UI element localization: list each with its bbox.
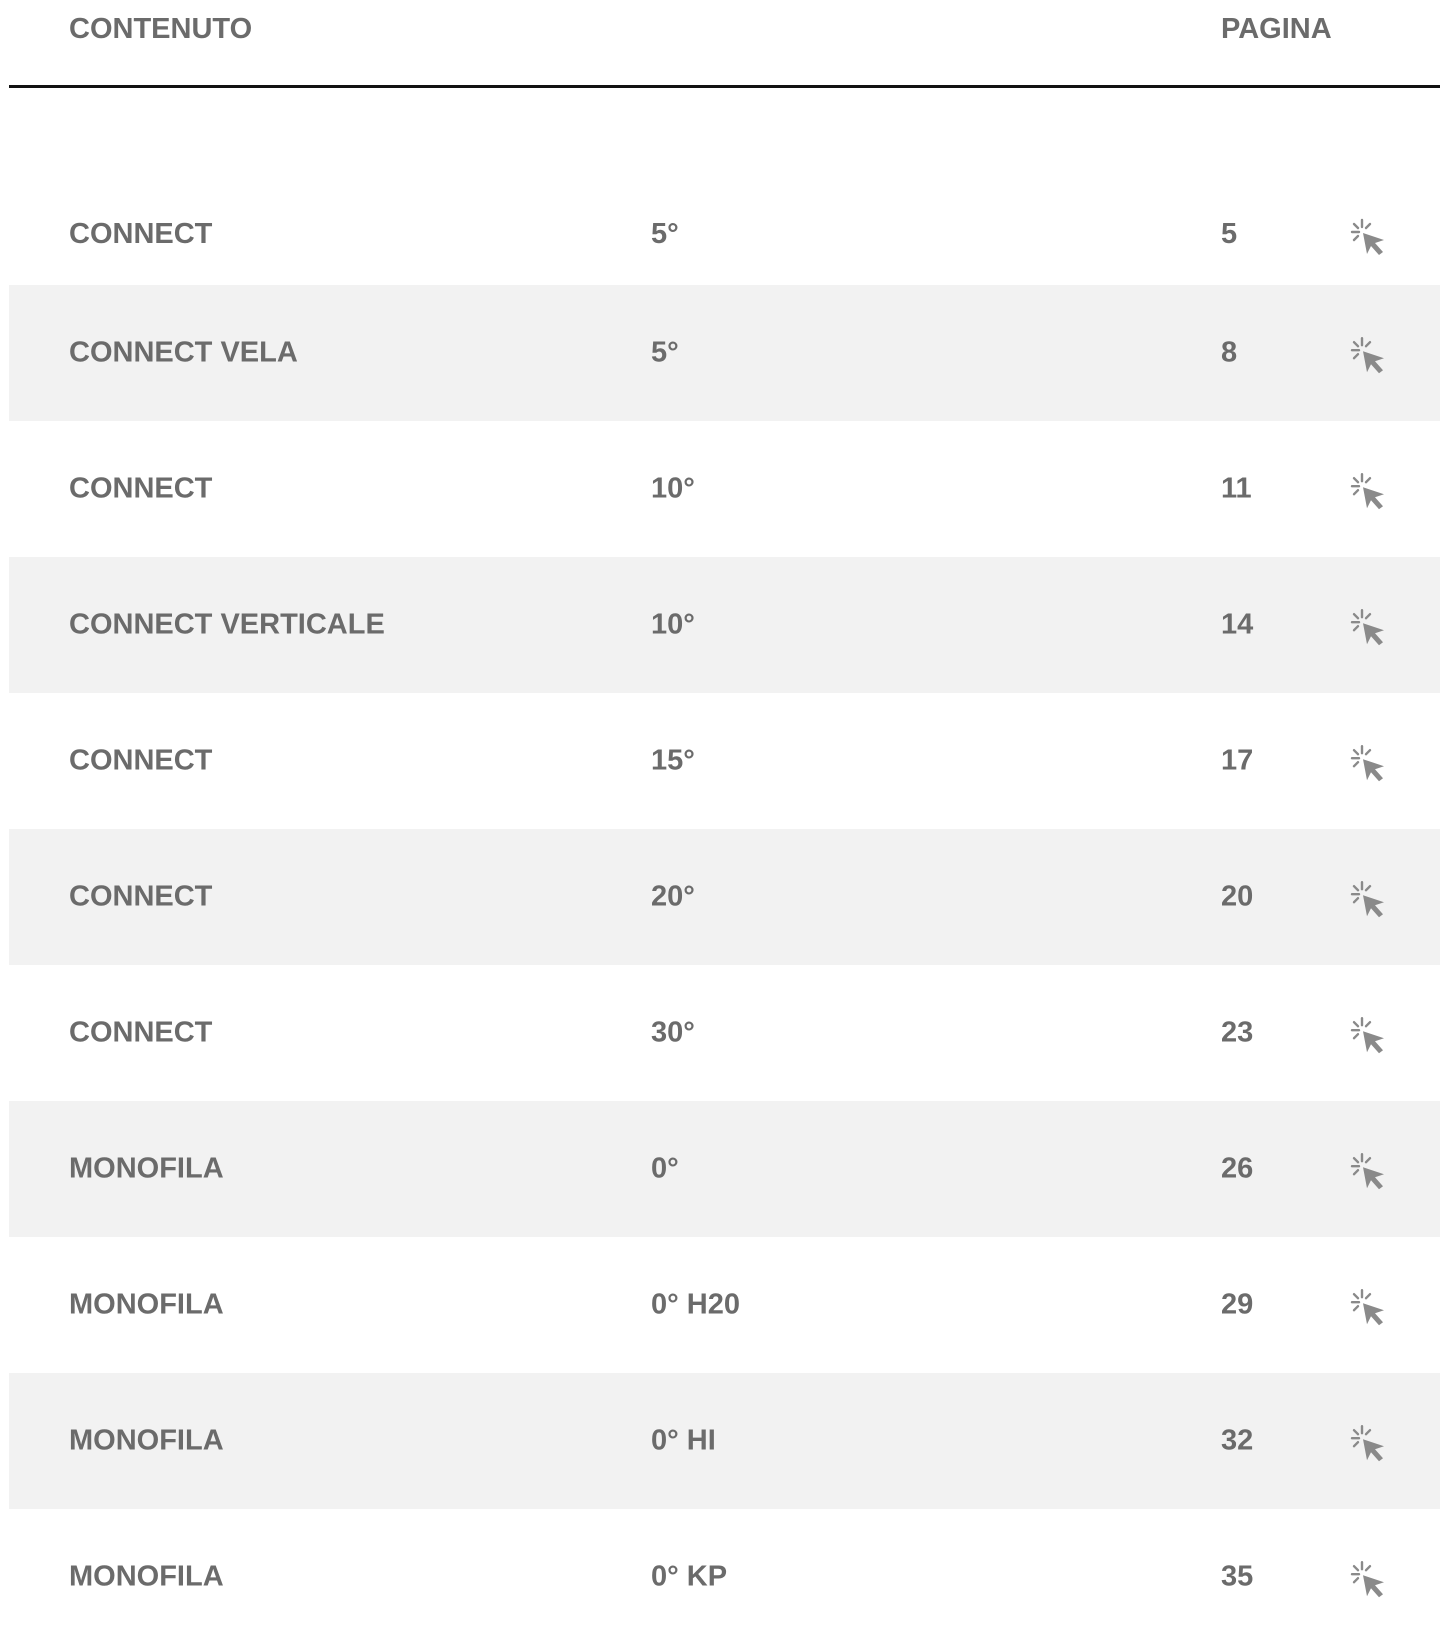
toc-row bbox=[9, 829, 1440, 965]
click-cursor-icon[interactable] bbox=[1348, 1560, 1390, 1602]
row-product-name: CONNECT VERTICALE bbox=[69, 608, 385, 641]
toc-row bbox=[9, 285, 1440, 421]
row-angle: 0° bbox=[651, 1152, 679, 1185]
toc-row bbox=[9, 1373, 1440, 1509]
row-product-name: MONOFILA bbox=[69, 1424, 224, 1457]
row-page-number: 14 bbox=[1221, 608, 1254, 641]
row-page-number: 35 bbox=[1221, 1560, 1254, 1593]
click-cursor-icon[interactable] bbox=[1348, 880, 1390, 922]
row-angle: 5° bbox=[651, 336, 679, 369]
click-cursor-icon[interactable] bbox=[1348, 1016, 1390, 1058]
click-cursor-icon[interactable] bbox=[1348, 336, 1390, 378]
row-product-name: MONOFILA bbox=[69, 1288, 224, 1321]
row-page-number: 29 bbox=[1221, 1288, 1254, 1321]
click-cursor-icon[interactable] bbox=[1348, 1424, 1390, 1466]
toc-header bbox=[9, 0, 1440, 88]
toc-row bbox=[9, 557, 1440, 693]
row-angle: 0° H20 bbox=[651, 1288, 740, 1321]
row-angle: 10° bbox=[651, 608, 695, 641]
row-page-number: 20 bbox=[1221, 880, 1254, 913]
row-page-number: 32 bbox=[1221, 1424, 1254, 1457]
row-angle: 30° bbox=[651, 1016, 695, 1049]
row-angle: 15° bbox=[651, 744, 695, 777]
toc-rows bbox=[9, 187, 1440, 1645]
content-column-header: CONTENUTO bbox=[69, 13, 253, 45]
click-cursor-icon[interactable] bbox=[1348, 1288, 1390, 1330]
table-of-contents bbox=[9, 0, 1440, 1645]
row-page-number: 5 bbox=[1221, 218, 1238, 250]
row-product-name: CONNECT bbox=[69, 880, 213, 913]
row-product-name: CONNECT bbox=[69, 472, 213, 505]
toc-row bbox=[9, 965, 1440, 1101]
toc-row bbox=[9, 187, 1440, 285]
row-product-name: MONOFILA bbox=[69, 1152, 224, 1185]
row-angle: 5° bbox=[651, 218, 679, 250]
row-angle: 20° bbox=[651, 880, 695, 913]
click-cursor-icon[interactable] bbox=[1348, 1152, 1390, 1194]
toc-row bbox=[9, 1101, 1440, 1237]
row-product-name: CONNECT bbox=[69, 744, 213, 777]
toc-row bbox=[9, 421, 1440, 557]
row-angle: 0° HI bbox=[651, 1424, 716, 1457]
row-page-number: 26 bbox=[1221, 1152, 1254, 1185]
toc-row bbox=[9, 1237, 1440, 1373]
row-angle: 0° KP bbox=[651, 1560, 728, 1593]
click-cursor-icon[interactable] bbox=[1348, 608, 1390, 650]
row-product-name: MONOFILA bbox=[69, 1560, 224, 1593]
row-page-number: 17 bbox=[1221, 744, 1254, 777]
toc-row bbox=[9, 693, 1440, 829]
click-cursor-icon[interactable] bbox=[1348, 744, 1390, 786]
row-page-number: 11 bbox=[1221, 472, 1252, 505]
row-product-name: CONNECT bbox=[69, 218, 213, 250]
click-cursor-icon[interactable] bbox=[1348, 218, 1390, 260]
row-product-name: CONNECT VELA bbox=[69, 336, 298, 369]
row-page-number: 23 bbox=[1221, 1016, 1254, 1049]
header-spacer bbox=[9, 88, 1440, 187]
row-product-name: CONNECT bbox=[69, 1016, 213, 1049]
toc-row bbox=[9, 1509, 1440, 1645]
row-angle: 10° bbox=[651, 472, 695, 505]
page-column-header: PAGINA bbox=[1221, 13, 1332, 45]
click-cursor-icon[interactable] bbox=[1348, 472, 1390, 514]
row-page-number: 8 bbox=[1221, 336, 1238, 369]
